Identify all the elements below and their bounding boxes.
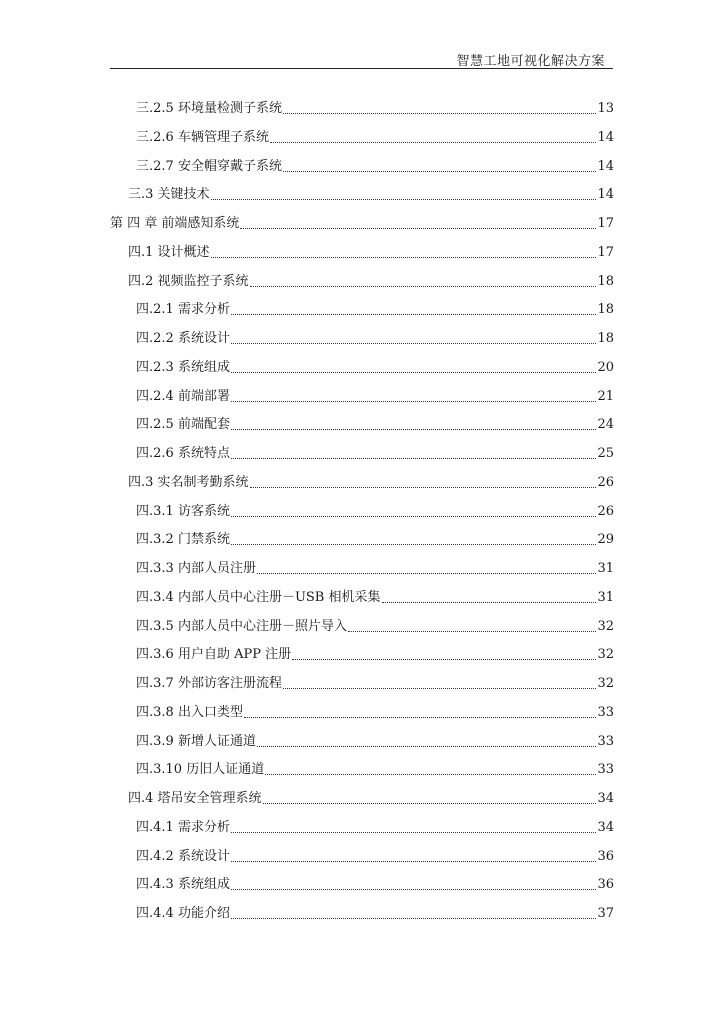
toc-dot-leader [231,516,597,517]
toc-entry-page-number: 34 [597,791,614,806]
toc-entry-label: 四.3.5 内部人员中心注册－照片导入 [136,618,347,634]
toc-entry-label: 四.3.9 新增人证通道 [136,733,256,749]
toc-dot-leader [231,861,597,862]
toc-entry-page-number: 14 [597,129,614,145]
toc-entry-label: 三.2.6 车辆管理子系统 [136,129,269,145]
toc-entry[interactable] [136,900,614,922]
toc-entry-page-number: 36 [597,848,614,864]
toc-entry[interactable] [136,440,614,462]
toc-entry-page-number: 31 [597,561,614,576]
toc-entry-page-number: 25 [597,446,614,461]
toc-entry-page-number: 33 [597,704,614,720]
toc-entry-label: 四.1 设计概述 [128,244,210,260]
toc-entry-label: 四.2.3 系统组成 [136,359,230,375]
toc-entry-page-number: 32 [597,676,614,691]
toc-entry-page-number: 14 [597,187,614,203]
toc-entry[interactable] [136,354,614,376]
toc-dot-leader [283,688,597,689]
toc-entry-label: 四.3.10 历旧人证通道 [136,762,265,778]
toc-entry[interactable] [136,498,614,520]
toc-dot-leader [244,717,597,718]
toc-entry-label: 四.3.6 用户自助 APP 注册 [136,647,292,663]
toc-entry-page-number: 18 [597,331,614,346]
toc-entry-label: 四.3.2 门禁系统 [136,532,230,548]
toc-entry[interactable] [136,325,614,347]
toc-dot-leader [348,631,597,632]
toc-dot-leader [231,889,597,890]
toc-dot-leader [211,257,597,258]
toc-entry-label: 四.3.3 内部人员注册 [136,561,256,576]
toc-dot-leader [292,659,596,660]
toc-entry-page-number: 14 [597,158,614,174]
toc-entry[interactable] [136,153,614,175]
toc-entry-label: 四.3.4 内部人员中心注册－USB 相机采集 [136,589,381,605]
toc-dot-leader [231,401,597,402]
toc-dot-leader [257,746,597,747]
toc-entry-page-number: 17 [597,216,614,231]
toc-entry[interactable] [136,728,614,750]
toc-dot-leader [231,314,597,315]
toc-entry[interactable] [128,268,614,290]
toc-entry-label: 四.4.4 功能介绍 [136,906,230,921]
toc-dot-leader [283,113,597,114]
toc-entry[interactable] [136,95,614,117]
page-header [110,48,613,69]
toc-dot-leader [240,228,596,229]
toc-entry[interactable] [136,641,614,663]
toc-entry-page-number: 31 [597,589,614,605]
toc-entry[interactable] [136,814,614,836]
toc-entry[interactable] [128,469,614,491]
toc-entry-label: 四.2 视频监控子系统 [128,273,249,289]
toc-entry-page-number: 37 [597,906,614,921]
toc-entry-page-number: 26 [597,503,614,519]
toc-entry[interactable] [136,124,614,146]
toc-dot-leader [382,602,597,603]
toc-dot-leader [265,774,596,775]
toc-entry[interactable] [128,181,614,203]
toc-entry[interactable] [136,411,614,433]
toc-entry[interactable] [136,296,614,318]
toc-entry-label: 三.3 关键技术 [128,187,210,203]
toc-entry-page-number: 18 [597,273,614,289]
toc-entry[interactable] [136,555,614,577]
toc-entry-page-number: 20 [597,359,614,375]
toc-entry-page-number: 26 [597,474,614,490]
toc-dot-leader [231,832,597,833]
toc-entry-page-number: 29 [597,532,614,548]
toc-entry-label: 四.4.2 系统设计 [136,848,230,864]
toc-entry[interactable] [110,210,614,232]
toc-entry-label: 四.3.1 访客系统 [136,503,230,519]
toc-entry-page-number: 32 [597,618,614,634]
document-title: 智慧工地可视化解决方案 [456,54,605,69]
toc-entry-label: 四.2.4 前端部署 [136,388,230,404]
toc-entry-label: 四.2.1 需求分析 [136,302,230,318]
toc-entry-label: 四.4 塔吊安全管理系统 [128,791,262,806]
toc-entry-label: 四.3.7 外部访客注册流程 [136,676,282,691]
toc-entry-page-number: 33 [597,733,614,749]
toc-entry[interactable] [136,383,614,405]
toc-dot-leader [283,171,597,172]
toc-entry-label: 四.2.2 系统设计 [136,331,230,346]
toc-entry-label: 四.2.5 前端配套 [136,417,230,433]
toc-entry[interactable] [136,670,614,692]
toc-entry-page-number: 32 [597,647,614,663]
toc-entry-page-number: 18 [597,302,614,318]
toc-entry[interactable] [136,526,614,548]
toc-dot-leader [211,199,597,200]
toc-dot-leader [231,458,597,459]
toc-entry-page-number: 33 [597,762,614,778]
toc-dot-leader [231,372,597,373]
toc-entry[interactable] [136,699,614,721]
toc-entry[interactable] [136,756,614,778]
toc-entry[interactable] [136,843,614,865]
toc-dot-leader [257,573,597,574]
toc-dot-leader [250,286,597,287]
toc-dot-leader [231,918,597,919]
toc-entry-label: 三.2.5 环境量检测子系统 [136,101,282,116]
toc-dot-leader [270,142,597,143]
toc-entry-label: 第 四 章 前端感知系统 [110,216,240,231]
toc-entry-page-number: 24 [597,417,614,433]
toc-entry[interactable] [128,785,614,807]
toc-entry[interactable] [128,239,614,261]
toc-entry[interactable] [136,871,614,893]
toc-entry-label: 四.3 实名制考勤系统 [128,474,249,490]
toc-entry-page-number: 17 [597,244,614,260]
toc-dot-leader [250,487,597,488]
toc-dot-leader [263,803,597,804]
toc-entry-label: 四.2.6 系统特点 [136,446,230,461]
toc-entry[interactable] [136,584,614,606]
toc-entry-label: 三.2.7 安全帽穿戴子系统 [136,158,282,174]
toc-entry-page-number: 34 [597,819,614,835]
toc-entry[interactable] [136,613,614,635]
toc-entry-label: 四.3.8 出入口类型 [136,704,243,720]
toc-entry-label: 四.4.3 系统组成 [136,877,230,893]
toc-dot-leader [231,544,597,545]
toc-dot-leader [231,429,597,430]
toc-dot-leader [231,343,597,344]
toc-entry-page-number: 13 [597,101,614,116]
toc-entry-page-number: 21 [597,388,614,404]
toc-entry-page-number: 36 [597,877,614,893]
toc-entry-label: 四.4.1 需求分析 [136,819,230,835]
